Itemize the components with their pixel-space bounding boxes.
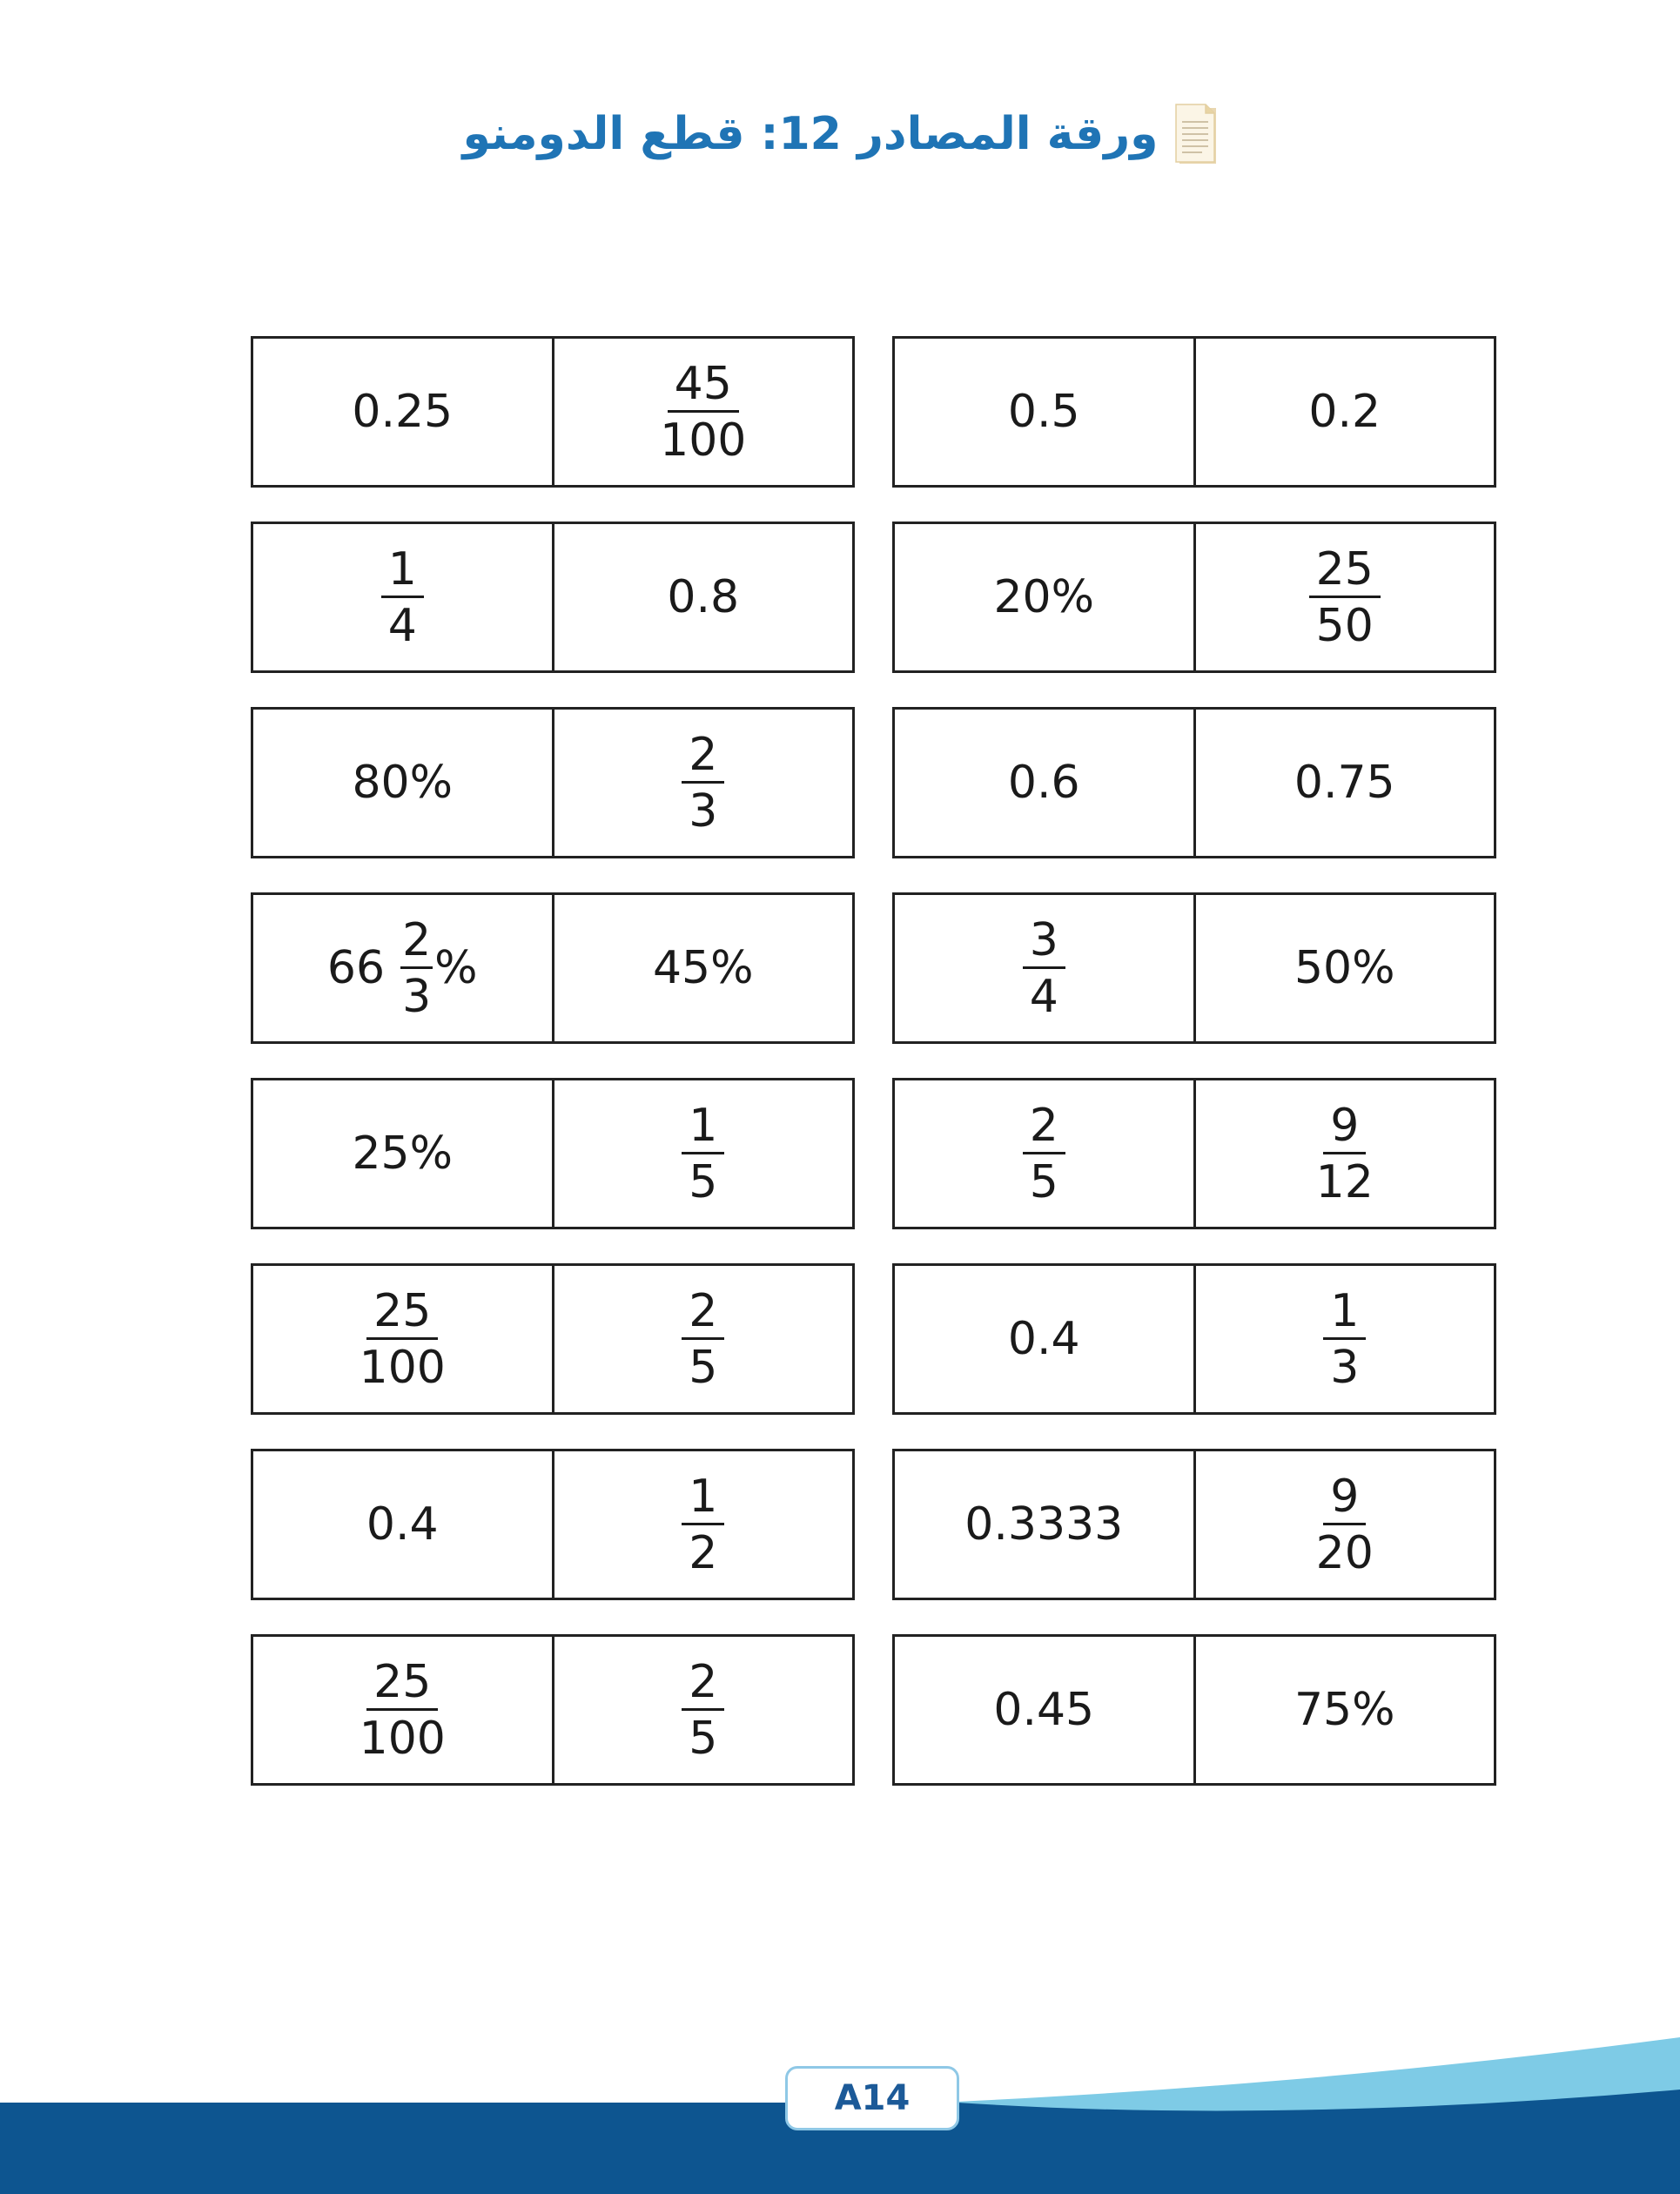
domino-card [251, 1263, 855, 1415]
fraction-numerator: 9 [1323, 1103, 1366, 1154]
page-title: ورقة المصادر 12: قطع الدومنو [462, 108, 1159, 160]
domino-left-half [895, 1637, 1193, 1783]
fraction-numerator: 1 [682, 1474, 724, 1525]
value-text: 0.5 [1007, 386, 1080, 438]
domino-right-half [552, 1080, 853, 1227]
fraction [682, 1284, 724, 1394]
fraction-numerator: 1 [381, 547, 424, 598]
domino-right-half [552, 1637, 853, 1783]
value-text: 80% [352, 757, 454, 809]
domino-right-half [1193, 1637, 1495, 1783]
domino-right-half [1193, 1266, 1495, 1412]
fraction-denominator: 3 [402, 970, 432, 1023]
domino-left-half [253, 524, 552, 670]
fraction-denominator: 4 [387, 599, 417, 652]
domino-card [892, 1078, 1496, 1229]
domino-card [251, 1449, 855, 1600]
domino-left-half [253, 1637, 552, 1783]
value-text: 75% [1294, 1684, 1395, 1736]
page-header [0, 103, 1680, 165]
domino-left-half [253, 895, 552, 1041]
domino-card [892, 1634, 1496, 1786]
value-text: 50% [1294, 942, 1395, 994]
domino-left-half [895, 1266, 1193, 1412]
domino-right-half [552, 339, 853, 485]
page-number: A14 [785, 2066, 959, 2130]
domino-card [892, 1449, 1496, 1600]
value-text: 0.2 [1308, 386, 1381, 438]
fraction-denominator: 100 [359, 1712, 446, 1765]
domino-card [251, 707, 855, 858]
fraction-denominator: 100 [359, 1341, 446, 1394]
domino-card [892, 892, 1496, 1044]
fraction-numerator: 25 [1309, 547, 1381, 598]
domino-right-half [1193, 1451, 1495, 1598]
fraction-denominator: 3 [1330, 1341, 1360, 1394]
fraction-numerator: 25 [366, 1289, 438, 1340]
domino-left-half [253, 1080, 552, 1227]
fraction [1309, 1470, 1381, 1579]
fraction-numerator: 2 [682, 1289, 724, 1340]
fraction [381, 542, 424, 652]
domino-card [892, 336, 1496, 488]
fraction-numerator: 3 [1023, 918, 1065, 969]
fraction [682, 1099, 724, 1208]
fraction [682, 728, 724, 838]
domino-left-half [253, 339, 552, 485]
domino-right-half [552, 710, 853, 856]
domino-right-half [1193, 895, 1495, 1041]
domino-left-half [895, 1080, 1193, 1227]
domino-right-half [552, 1451, 853, 1598]
fraction [400, 913, 433, 1023]
domino-card [892, 1263, 1496, 1415]
domino-left-half [895, 895, 1193, 1041]
fraction [353, 1655, 453, 1765]
fraction-denominator: 5 [689, 1341, 718, 1394]
document-icon [1174, 103, 1218, 165]
fraction-numerator: 2 [682, 1659, 724, 1711]
fraction-denominator: 12 [1315, 1155, 1374, 1208]
fraction [682, 1655, 724, 1765]
fraction [1023, 913, 1065, 1023]
value-text: 0.3333 [964, 1498, 1124, 1551]
fraction-denominator: 5 [689, 1155, 718, 1208]
domino-card [892, 522, 1496, 673]
domino-left-half [253, 1266, 552, 1412]
domino-card [892, 707, 1496, 858]
domino-left-half [253, 1451, 552, 1598]
value-text: 0.8 [667, 571, 740, 623]
domino-right-half [552, 1266, 853, 1412]
domino-left-half [895, 710, 1193, 856]
fraction-denominator: 2 [689, 1526, 718, 1579]
fraction-denominator: 100 [660, 414, 747, 467]
fraction-denominator: 4 [1029, 970, 1058, 1023]
domino-grid [251, 336, 1497, 1786]
domino-card [251, 522, 855, 673]
domino-left-half [253, 710, 552, 856]
fraction-numerator: 45 [668, 361, 739, 413]
fraction-denominator: 20 [1315, 1526, 1374, 1579]
value-text: 0.45 [993, 1684, 1095, 1736]
domino-card [251, 892, 855, 1044]
value-text: 0.25 [352, 386, 454, 438]
value-text: 45% [652, 942, 754, 994]
domino-right-half [552, 895, 853, 1041]
domino-left-half [895, 339, 1193, 485]
value-text: 0.6 [1007, 757, 1080, 809]
fraction-numerator: 2 [682, 732, 724, 784]
domino-right-half [1193, 1080, 1495, 1227]
fraction-denominator: 5 [1029, 1155, 1058, 1208]
value-text: 25% [352, 1127, 454, 1180]
fraction-denominator: 50 [1315, 599, 1374, 652]
fraction [353, 1284, 453, 1394]
fraction [1323, 1284, 1366, 1394]
domino-right-half [1193, 524, 1495, 670]
value-text: 0.75 [1294, 757, 1395, 809]
fraction [653, 357, 753, 467]
fraction-denominator: 5 [689, 1712, 718, 1765]
domino-left-half [895, 1451, 1193, 1598]
domino-card [251, 1634, 855, 1786]
domino-right-half [1193, 710, 1495, 856]
mixed-number [326, 913, 478, 1023]
fraction-numerator: 2 [400, 918, 433, 969]
fraction-numerator: 1 [682, 1103, 724, 1154]
fraction [682, 1470, 724, 1579]
fraction [1309, 1099, 1381, 1208]
value-text: 20% [993, 571, 1095, 623]
domino-card [251, 336, 855, 488]
fraction-numerator: 25 [366, 1659, 438, 1711]
domino-right-half [552, 524, 853, 670]
domino-right-half [1193, 339, 1495, 485]
fraction [1309, 542, 1381, 652]
domino-card [251, 1078, 855, 1229]
fraction-numerator: 9 [1323, 1474, 1366, 1525]
domino-left-half [895, 524, 1193, 670]
mixed-whole: 66 [326, 942, 386, 994]
fraction [1023, 1099, 1065, 1208]
fraction-denominator: 3 [689, 784, 718, 838]
fraction-numerator: 2 [1023, 1103, 1065, 1154]
value-text: 0.4 [366, 1498, 439, 1551]
value-text: 0.4 [1007, 1313, 1080, 1365]
percent-sign: % [434, 942, 478, 994]
fraction-numerator: 1 [1323, 1289, 1366, 1340]
